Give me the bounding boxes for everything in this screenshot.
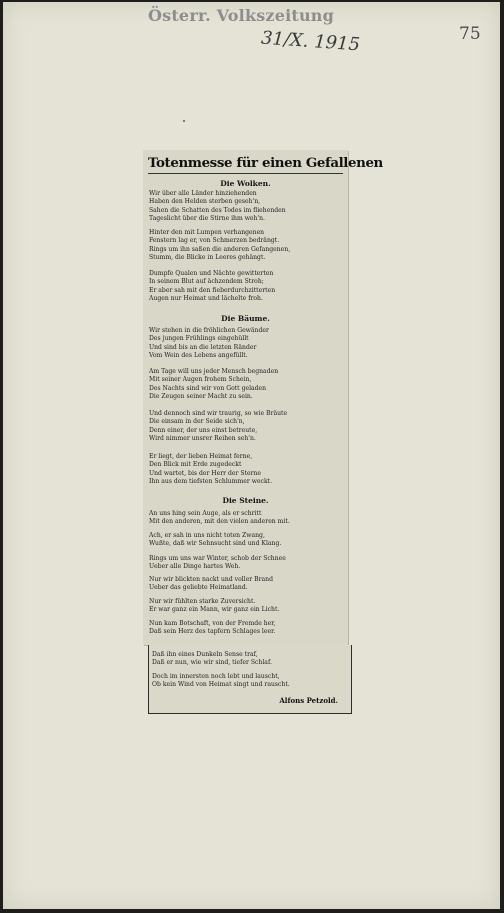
stanza	[149, 555, 345, 572]
verse-line: Er liegt, der lieben Heimat ferne,	[149, 453, 253, 460]
handwritten-date: 31/X. 1915	[260, 27, 361, 56]
stanza	[152, 651, 348, 668]
verse-line: Die einsam in der Seide sich'n,	[149, 418, 245, 426]
verse-line: An uns hing sein Auge, als er schritt	[149, 510, 262, 517]
stanza	[149, 270, 345, 304]
stanza	[149, 368, 345, 402]
verse-line: Haben den Helden sterben geseh'n,	[149, 198, 261, 206]
verse-line: Fenstern lag er, von Schmerzen bedrängt.	[149, 237, 280, 245]
stanza	[149, 190, 345, 224]
stanza	[149, 598, 345, 615]
verse-line: Mit seiner Augen frohem Schein,	[149, 376, 252, 384]
verse-line: Wird nimmer unsrer Reihen seh'n.	[149, 435, 256, 443]
verse-line: Wir über alle Länder hinziehenden	[149, 190, 257, 197]
verse-line: In seinem Blut auf ächzendem Stroh;	[149, 278, 264, 286]
verse-line: Sahen die Schatten des Todes im fliehenden	[149, 206, 286, 214]
verse-line: Des Nachts sind wir von Gott geladen	[149, 384, 267, 392]
verse-line: Am Tage will uns jeder Mensch begnaden	[149, 368, 279, 375]
verse-line: Doch im innersten noch lebt und lauscht,	[152, 673, 280, 680]
verse-line: Ob kein Wind von Heimat singt und rauscht.	[152, 681, 290, 689]
verse-line: Nur wir fühlten starke Zuversicht.	[149, 598, 256, 605]
verse-line: Die Zeugen seiner Macht zu sein.	[149, 393, 253, 401]
stanza	[152, 673, 348, 690]
paper-speck	[183, 120, 185, 122]
verse-line: Dumpfe Qualen und Nächte gewitterten	[149, 270, 274, 277]
verse-line: Rings um ihn saßen die anderen Gefangenen,	[149, 245, 291, 253]
verse-line: Rings um uns war Winter, schob der Schnee	[149, 555, 286, 562]
verse-line: Stumm, die Blicke in Leeres gehängt.	[149, 254, 266, 262]
verse-line: Daß sein Herz des tapfern Schlages leer.	[149, 628, 276, 636]
verse-line: Des jungen Frühlings eingehüllt	[149, 335, 249, 343]
verse-line: Und wartet, bis der Herr der Sterne	[149, 469, 262, 477]
verse-line: Ueber alle Dinge hartes Weh.	[149, 563, 241, 571]
verse-line: Mit den anderen, mit den vielen anderen mit.	[149, 518, 290, 526]
verse-line: Wußte, daß wir Sehnsucht sind und Klang.	[149, 540, 282, 548]
stanza	[149, 510, 345, 527]
verse-line: Daß er nun, wie wir sind, tiefer Schlaf.	[152, 659, 272, 667]
section-heading: Die Steine.	[222, 496, 269, 505]
stanza	[149, 229, 345, 263]
newspaper-stamp: Österr. Volkszeitung	[148, 6, 335, 25]
verse-line: Wir stehen in die fröhlichen Gewänder	[149, 327, 269, 334]
stanza	[149, 410, 345, 444]
stanza	[149, 453, 345, 487]
stanza	[149, 576, 345, 593]
poem-author: Alfons Petzold.	[279, 696, 338, 705]
verse-line: Ach, er sah in uns nicht toten Zwang,	[149, 532, 265, 539]
section-heading: Die Bäume.	[221, 314, 270, 323]
verse-line: Daß ihn eines Dunkeln Sense traf,	[152, 651, 258, 658]
verse-line: Denn einer, der uns einst betreute,	[149, 426, 258, 434]
verse-line: Nun kam Botschaft, von der Fremde her,	[149, 620, 276, 627]
verse-line: Er war ganz ein Mann, wir ganz ein Licht.	[149, 606, 280, 614]
poem-title: Totenmesse für einen Gefallenen	[148, 155, 343, 174]
verse-line: Und sind bis an die letzten Ränder	[149, 343, 257, 351]
stanza	[149, 327, 345, 361]
stanza	[149, 620, 345, 637]
verse-line: Ueber das geliebte Heimatland.	[149, 584, 248, 592]
verse-line: Hinter den mit Lumpen verhangenen	[149, 229, 265, 236]
verse-line: Den Blick mit Erde zugedeckt	[149, 461, 242, 469]
verse-line: Augen nur Heimat und lächelte froh.	[149, 295, 263, 303]
verse-line: Tageslicht über die Stirne ihm weh'n.	[149, 215, 265, 223]
verse-line: Ihn aus dem tiefsten Schlummer weckt.	[149, 478, 273, 486]
verse-line: Vom Wein des Lebens angefüllt.	[149, 352, 248, 360]
page-number: 75	[459, 24, 481, 44]
section-heading: Die Wolken.	[220, 179, 271, 188]
verse-line: Er aber sah mit den fieberdurchzitterten	[149, 286, 276, 294]
verse-line: Und dennoch sind wir traurig, so wie Bräute	[149, 410, 288, 417]
stanza	[149, 532, 345, 549]
verse-line: Nur wir blickten nackt und voller Brand	[149, 576, 273, 583]
